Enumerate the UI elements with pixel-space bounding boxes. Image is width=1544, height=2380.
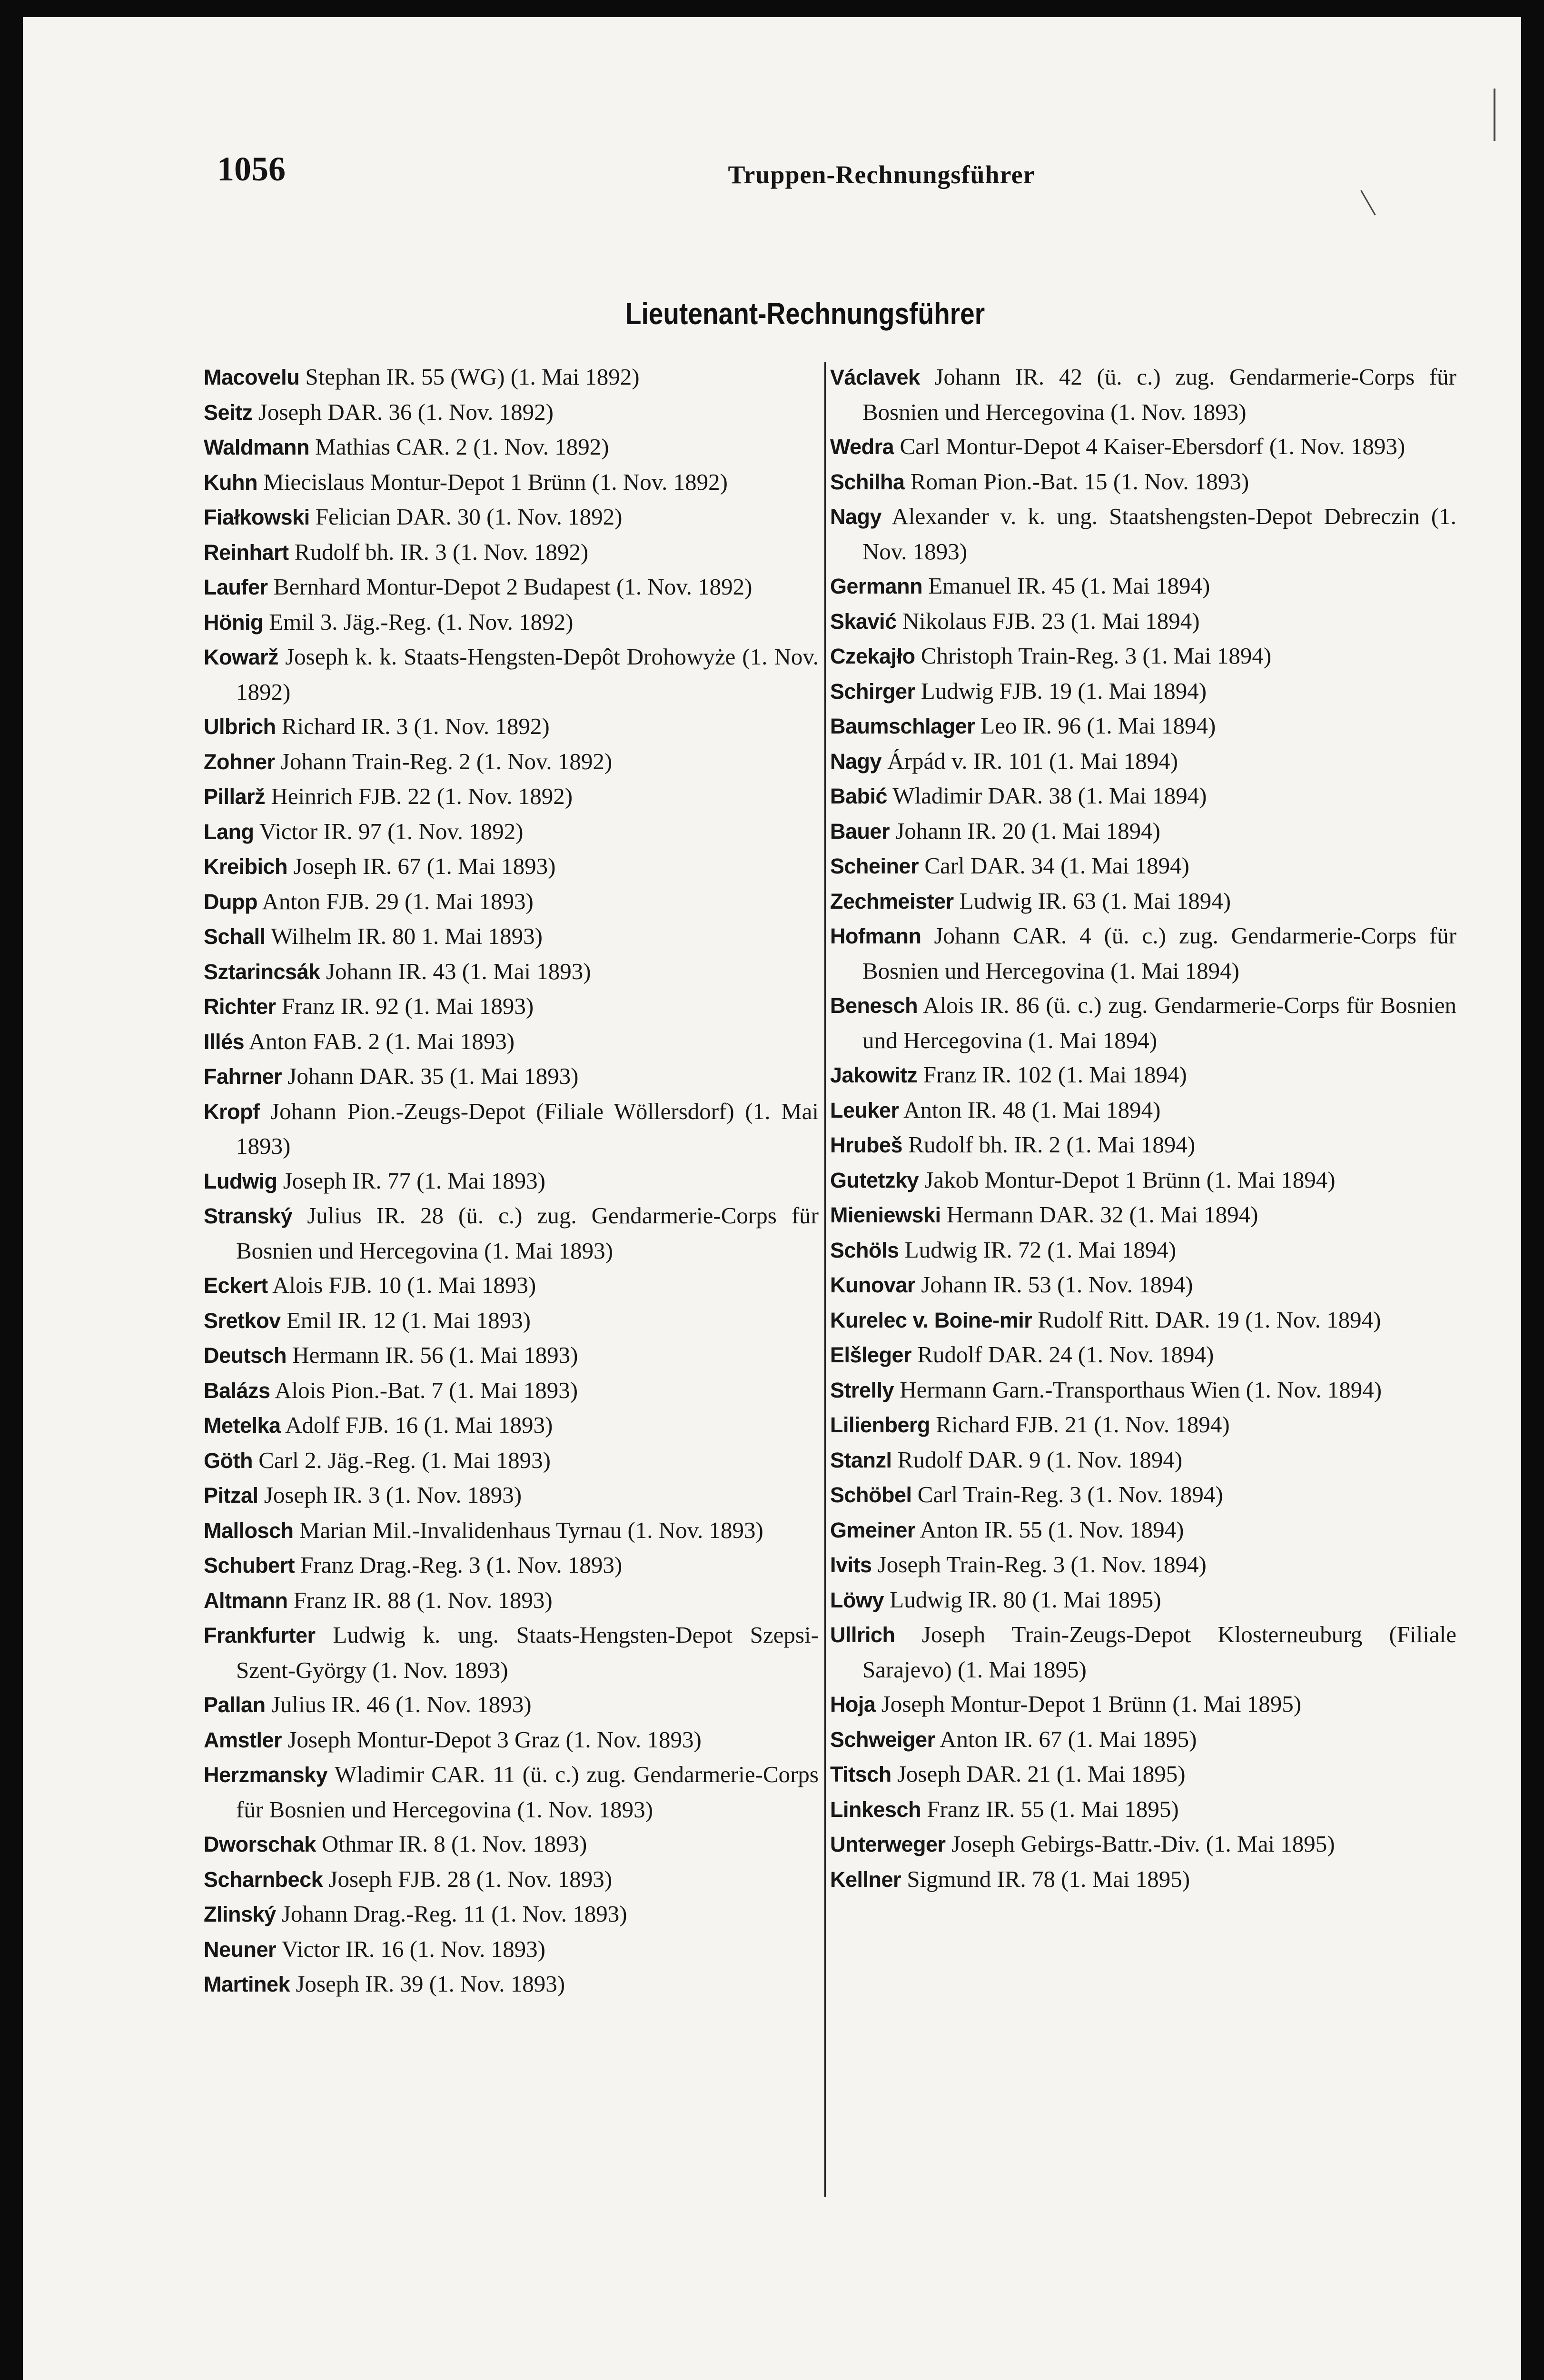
list-item: [204, 1199, 819, 1268]
entry-surname: Fiałkowski: [204, 505, 310, 529]
entry-surname: Deutsch: [204, 1343, 287, 1368]
entry-surname: Unterweger: [830, 1832, 946, 1856]
entry-details: Rudolf bh. IR. 2 (1. Mai 1894): [908, 1131, 1196, 1158]
entry-surname: Czekajło: [830, 644, 915, 668]
entry-surname: Dupp: [204, 889, 257, 914]
entry-details: Anton IR. 48 (1. Mai 1894): [903, 1096, 1161, 1123]
list-item: [830, 744, 1456, 779]
entry-details: Carl Train-Reg. 3 (1. Nov. 1894): [917, 1481, 1223, 1507]
entry-details: Alois FJB. 10 (1. Mai 1893): [272, 1272, 536, 1298]
list-item: [830, 465, 1456, 500]
entry-surname: Ivits: [830, 1553, 872, 1577]
entry-surname: Schöls: [830, 1238, 899, 1262]
entry-surname: Scharnbeck: [204, 1867, 323, 1892]
list-item: [830, 1268, 1456, 1303]
entry-surname: Sretkov: [204, 1308, 281, 1333]
list-item: [830, 1408, 1456, 1443]
list-item: [830, 604, 1456, 639]
entry-surname: Babić: [830, 784, 888, 808]
entry-details: Carl Montur-Depot 4 Kaiser-Ebersdorf (1. Nov. 1893): [900, 433, 1405, 459]
entry-details: Adolf FJB. 16 (1. Mai 1893): [285, 1412, 553, 1438]
entry-surname: Hofmann: [830, 924, 921, 948]
list-item: [830, 709, 1456, 744]
list-item: [830, 1687, 1456, 1722]
entry-surname: Illés: [204, 1029, 245, 1054]
list-item: [204, 1583, 819, 1618]
list-item: [204, 1268, 819, 1303]
entry-surname: Stranský: [204, 1204, 293, 1228]
list-item: [204, 1757, 819, 1827]
entry-details: Rudolf bh. IR. 3 (1. Nov. 1892): [294, 538, 589, 565]
entry-details: Joseph Train-Zeugs-Depot Klosterneuburg (Filiale Sarajevo) (1. Mai 1895): [862, 1621, 1456, 1683]
entry-details: Joseph IR. 3 (1. Nov. 1893): [264, 1482, 522, 1508]
entry-surname: Lilienberg: [830, 1413, 930, 1437]
entry-details: Johann Pion.-Zeugs-Depot (Filiale Wöllersdorf) (1. Mai 1893): [236, 1098, 819, 1159]
entry-surname: Bauer: [830, 819, 890, 843]
entry-details: Joseph IR. 67 (1. Mai 1893): [293, 853, 556, 879]
entry-surname: Zohner: [204, 749, 275, 774]
list-item: [830, 1547, 1456, 1583]
entry-surname: Balázs: [204, 1378, 270, 1403]
entry-details: Anton IR. 67 (1. Mai 1895): [940, 1726, 1197, 1752]
entry-surname: Laufer: [204, 575, 268, 599]
list-item: [204, 1967, 819, 2002]
entry-details: Joseph k. k. Staats-Hengsten-Depôt Drohowyże (1. Nov. 1892): [236, 644, 819, 705]
entry-surname: Kuhn: [204, 470, 257, 495]
entry-details: Hermann IR. 56 (1. Mai 1893): [292, 1342, 578, 1368]
list-item: [204, 1164, 819, 1199]
entry-surname: Schweiger: [830, 1727, 935, 1752]
entry-surname: Kunovar: [830, 1273, 916, 1297]
list-item: [830, 1443, 1456, 1478]
list-item: [204, 849, 819, 884]
list-item: [830, 1513, 1456, 1548]
entry-surname: Mallosch: [204, 1518, 294, 1543]
entry-surname: Hoja: [830, 1692, 876, 1716]
list-item: [204, 605, 819, 640]
entry-surname: Martinek: [204, 1972, 290, 1996]
entry-surname: Fahrner: [204, 1064, 282, 1089]
entry-details: Franz Drag.-Reg. 3 (1. Nov. 1893): [300, 1552, 623, 1578]
entry-surname: Schöbel: [830, 1483, 912, 1507]
list-item: [830, 814, 1456, 849]
entry-surname: Neuner: [204, 1937, 277, 1962]
list-item: [830, 569, 1456, 604]
entry-details: Heinrich FJB. 22 (1. Nov. 1892): [271, 783, 573, 809]
list-item: [830, 1163, 1456, 1198]
list-item: [830, 1338, 1456, 1373]
entry-details: Joseph FJB. 28 (1. Nov. 1893): [328, 1865, 613, 1892]
entry-details: Johann IR. 43 (1. Mai 1893): [326, 958, 591, 984]
entry-details: Marian Mil.-Invalidenhaus Tyrnau (1. Nov. 1893): [299, 1517, 763, 1543]
entry-details: Johann Drag.-Reg. 11 (1. Nov. 1893): [281, 1901, 627, 1927]
list-item: [830, 884, 1456, 919]
list-item: [830, 1373, 1456, 1408]
entry-details: Joseph DAR. 36 (1. Nov. 1892): [258, 398, 554, 425]
list-item: [204, 1932, 819, 1967]
list-item: [204, 1338, 819, 1373]
entry-surname: Linkesch: [830, 1797, 921, 1822]
list-item: [830, 1128, 1456, 1163]
entry-details: Alexander v. k. ung. Staatshengsten-Depot Debreczin (1. Nov. 1893): [862, 503, 1456, 565]
entry-surname: Baumschlager: [830, 714, 975, 738]
entry-details: Emil IR. 12 (1. Mai 1893): [286, 1307, 531, 1333]
entry-details: Anton FJB. 29 (1. Mai 1893): [262, 888, 534, 914]
entry-details: Christoph Train-Reg. 3 (1. Mai 1894): [920, 643, 1272, 669]
entry-surname: Pallan: [204, 1693, 266, 1717]
entry-details: Ludwig IR. 63 (1. Mai 1894): [959, 887, 1231, 914]
list-item: [204, 1478, 819, 1513]
entry-surname: Leuker: [830, 1098, 899, 1122]
list-item: [830, 674, 1456, 709]
list-item: [204, 430, 819, 465]
entry-details: Johann IR. 20 (1. Mai 1894): [895, 817, 1160, 844]
list-item: [204, 1303, 819, 1339]
entry-surname: Schall: [204, 924, 266, 949]
right-column: [830, 360, 1456, 1897]
entry-details: Julius IR. 46 (1. Nov. 1893): [271, 1691, 532, 1717]
list-item: [204, 1094, 819, 1164]
list-item: [830, 1722, 1456, 1757]
entry-details: Johann IR. 53 (1. Nov. 1894): [921, 1271, 1193, 1298]
list-item: [830, 1583, 1456, 1618]
list-item: [830, 1093, 1456, 1128]
list-item: [830, 1792, 1456, 1827]
entry-details: Emanuel IR. 45 (1. Mai 1894): [928, 573, 1210, 599]
list-item: [204, 1723, 819, 1758]
page-number: 1056: [217, 150, 286, 188]
list-item: [830, 639, 1456, 674]
entry-details: Joseph Montur-Depot 1 Brünn (1. Mai 1895): [881, 1691, 1302, 1717]
entry-details: Rudolf DAR. 24 (1. Nov. 1894): [917, 1341, 1214, 1368]
entry-details: Felician DAR. 30 (1. Nov. 1892): [315, 504, 623, 530]
list-item: [830, 919, 1456, 988]
list-item: [204, 1408, 819, 1443]
entry-surname: Göth: [204, 1448, 253, 1473]
list-item: [204, 919, 819, 954]
running-head: Truppen-Rechnungsführer: [728, 160, 1035, 189]
entry-surname: Altmann: [204, 1588, 288, 1613]
entry-surname: Ludwig: [204, 1169, 277, 1193]
list-item: [204, 1687, 819, 1723]
entry-surname: Nagy: [830, 749, 882, 774]
list-item: [204, 360, 819, 395]
entry-surname: Pitzal: [204, 1483, 258, 1507]
entry-surname: Hönig: [204, 610, 263, 635]
list-item: [830, 1617, 1456, 1687]
list-item: [204, 1827, 819, 1862]
section-title: Lieutenant-Rechnungsführer: [625, 297, 985, 331]
entry-surname: Kreibich: [204, 854, 288, 879]
entry-surname: Scheiner: [830, 854, 919, 878]
entry-surname: Skavić: [830, 609, 897, 634]
entry-details: Johann Train-Reg. 2 (1. Nov. 1892): [280, 748, 613, 774]
entry-surname: Benesch: [830, 993, 918, 1018]
entry-details: Sigmund IR. 78 (1. Mai 1895): [907, 1865, 1190, 1892]
list-item: [830, 1862, 1456, 1897]
entry-details: Franz IR. 88 (1. Nov. 1893): [293, 1587, 553, 1613]
left-column: [204, 360, 819, 2002]
list-item: [204, 779, 819, 814]
entry-details: Victor IR. 97 (1. Nov. 1892): [259, 818, 524, 844]
entry-surname: Zlinský: [204, 1902, 276, 1926]
entry-details: Wilhelm IR. 80 1. Mai 1893): [270, 923, 543, 949]
entry-surname: Titsch: [830, 1762, 891, 1786]
list-item: [204, 1373, 819, 1408]
list-item: [830, 499, 1456, 569]
list-item: [830, 988, 1456, 1058]
entry-details: Franz IR. 55 (1. Mai 1895): [927, 1795, 1179, 1822]
entry-surname: Strelly: [830, 1378, 894, 1402]
entry-details: Joseph Montur-Depot 3 Graz (1. Nov. 1893): [287, 1726, 702, 1753]
entry-details: Roman Pion.-Bat. 15 (1. Nov. 1893): [910, 468, 1249, 495]
list-item: [204, 535, 819, 570]
entry-surname: Pillarž: [204, 784, 266, 809]
entry-details: Carl DAR. 34 (1. Mai 1894): [924, 853, 1189, 879]
entry-surname: Reinhart: [204, 540, 289, 565]
entry-details: Stephan IR. 55 (WG) (1. Mai 1892): [305, 364, 640, 390]
list-item: [830, 779, 1456, 814]
entry-details: Richard FJB. 21 (1. Nov. 1894): [936, 1411, 1230, 1438]
list-item: [204, 1862, 819, 1897]
entry-details: Emil 3. Jäg.-Reg. (1. Nov. 1892): [269, 608, 574, 635]
list-item: [830, 849, 1456, 884]
entry-surname: Frankfurter: [204, 1623, 316, 1647]
entry-surname: Mieniewski: [830, 1203, 941, 1227]
list-item: [830, 1198, 1456, 1233]
entry-surname: Gmeiner: [830, 1517, 916, 1542]
scan-mark: [1494, 89, 1495, 141]
entry-surname: Germann: [830, 574, 923, 598]
entry-surname: Kowarž: [204, 645, 279, 669]
entry-surname: Waldmann: [204, 435, 309, 459]
entry-surname: Amstler: [204, 1727, 282, 1752]
entry-details: Rudolf DAR. 9 (1. Nov. 1894): [897, 1446, 1183, 1473]
entry-details: Julius IR. 28 (ü. c.) zug. Gendarmerie-Corps für Bosnien und Hercegovina (1. Mai 1893): [236, 1202, 819, 1264]
entry-surname: Richter: [204, 994, 276, 1019]
entry-details: Leo IR. 96 (1. Mai 1894): [980, 713, 1216, 739]
entry-details: Joseph Train-Reg. 3 (1. Nov. 1894): [877, 1551, 1207, 1577]
entry-details: Ludwig IR. 80 (1. Mai 1895): [890, 1586, 1161, 1613]
column-divider: [824, 362, 826, 2197]
list-item: [830, 1303, 1456, 1338]
entry-surname: Macovelu: [204, 365, 300, 389]
list-item: [204, 570, 819, 605]
list-item: [204, 989, 819, 1024]
entry-surname: Hrubeš: [830, 1133, 903, 1157]
entry-details: Johann IR. 42 (ü. c.) zug. Gendarmerie-Corps für Bosnien und Hercegovina (1. Nov. 1893): [862, 364, 1456, 425]
entry-details: Carl 2. Jäg.-Reg. (1. Mai 1893): [258, 1447, 551, 1473]
entry-surname: Sztarincsák: [204, 959, 320, 984]
entry-details: Joseph DAR. 21 (1. Mai 1895): [897, 1761, 1186, 1787]
entry-surname: Eckert: [204, 1273, 268, 1298]
entry-surname: Schirger: [830, 679, 915, 704]
list-item: [204, 1897, 819, 1932]
entry-details: Bernhard Montur-Depot 2 Budapest (1. Nov. 1892): [273, 574, 752, 600]
list-item: [204, 884, 819, 920]
list-item: [204, 954, 819, 990]
list-item: [204, 1024, 819, 1060]
entry-details: Othmar IR. 8 (1. Nov. 1893): [321, 1831, 587, 1857]
entry-surname: Václavek: [830, 365, 920, 389]
list-item: [204, 1059, 819, 1094]
entry-surname: Schilha: [830, 469, 905, 494]
entry-surname: Lang: [204, 819, 254, 844]
list-item: [204, 1443, 819, 1478]
entry-surname: Wedra: [830, 435, 894, 459]
entry-surname: Löwy: [830, 1587, 884, 1612]
list-item: [830, 360, 1456, 429]
scanned-page: [23, 17, 1521, 2380]
list-item: [830, 429, 1456, 465]
entry-details: Franz IR. 102 (1. Mai 1894): [923, 1061, 1187, 1088]
entry-surname: Stanzl: [830, 1448, 892, 1472]
entry-details: Árpád v. IR. 101 (1. Mai 1894): [887, 747, 1178, 774]
entry-surname: Nagy: [830, 505, 882, 529]
entry-details: Alois IR. 86 (ü. c.) zug. Gendarmerie-Corps für Bosnien und Hercegovina (1. Mai 1894): [862, 992, 1457, 1053]
entry-details: Wladimir DAR. 38 (1. Mai 1894): [892, 783, 1207, 809]
entry-details: Johann CAR. 4 (ü. c.) zug. Gendarmerie-Corps für Bosnien und Hercegovina (1. Mai 1894): [862, 922, 1457, 984]
entry-details: Jakob Montur-Depot 1 Brünn (1. Mai 1894): [924, 1166, 1336, 1193]
entry-surname: Kropf: [204, 1099, 260, 1124]
entry-surname: Herzmansky: [204, 1763, 328, 1787]
entry-details: Mathias CAR. 2 (1. Nov. 1892): [315, 434, 609, 460]
entry-details: Ludwig FJB. 19 (1. Mai 1894): [920, 677, 1207, 704]
entry-details: Richard IR. 3 (1. Nov. 1892): [281, 713, 550, 739]
list-item: [204, 465, 819, 500]
list-item: [830, 1233, 1456, 1268]
entry-surname: Schubert: [204, 1553, 295, 1577]
list-item: [204, 1548, 819, 1583]
list-item: [204, 1618, 819, 1687]
entry-details: Ludwig k. ung. Staats-Hengsten-Depot Szepsi-Szent-György (1. Nov. 1893): [236, 1622, 819, 1683]
entry-details: Nikolaus FJB. 23 (1. Mai 1894): [902, 607, 1200, 634]
entry-details: Ludwig IR. 72 (1. Mai 1894): [904, 1236, 1177, 1263]
entry-details: Anton FAB. 2 (1. Mai 1893): [248, 1028, 515, 1054]
entry-surname: Kurelec v. Boine-mir: [830, 1308, 1032, 1332]
entry-surname: Seitz: [204, 400, 253, 425]
entry-details: Hermann DAR. 32 (1. Mai 1894): [946, 1201, 1258, 1228]
list-item: [830, 1478, 1456, 1513]
list-item: [204, 1513, 819, 1548]
list-item: [204, 640, 819, 709]
list-item: [204, 500, 819, 535]
entry-surname: Ulbrich: [204, 714, 276, 739]
entry-details: Anton IR. 55 (1. Nov. 1894): [920, 1516, 1184, 1543]
entry-surname: Gutetzky: [830, 1168, 919, 1192]
entry-details: Victor IR. 16 (1. Nov. 1893): [281, 1935, 545, 1962]
entry-surname: Elšleger: [830, 1343, 912, 1367]
entry-details: Wladimir CAR. 11 (ü. c.) zug. Gendarmerie-Corps für Bosnien und Hercegovina (1. Nov. 1893): [236, 1761, 819, 1823]
entry-details: Franz IR. 92 (1. Mai 1893): [281, 993, 534, 1019]
entry-surname: Zechmeister: [830, 889, 954, 913]
scan-mark: [1360, 190, 1376, 215]
list-item: [830, 1827, 1456, 1862]
entry-details: Joseph IR. 39 (1. Nov. 1893): [296, 1971, 565, 1997]
entry-details: Miecislaus Montur-Depot 1 Brünn (1. Nov. 1892): [263, 468, 728, 495]
entry-details: Johann DAR. 35 (1. Mai 1893): [287, 1063, 579, 1089]
list-item: [204, 709, 819, 744]
entry-surname: Metelka: [204, 1413, 281, 1438]
list-item: [830, 1757, 1456, 1792]
entry-surname: Kellner: [830, 1867, 901, 1892]
entry-details: Joseph Gebirgs-Battr.-Div. (1. Mai 1895): [951, 1831, 1335, 1857]
entry-surname: Ullrich: [830, 1623, 895, 1647]
entry-surname: Dworschak: [204, 1832, 316, 1856]
entry-details: Hermann Garn.-Transporthaus Wien (1. Nov. 1894): [900, 1376, 1382, 1403]
list-item: [204, 395, 819, 430]
entry-details: Joseph IR. 77 (1. Mai 1893): [283, 1167, 545, 1194]
entry-details: Rudolf Ritt. DAR. 19 (1. Nov. 1894): [1038, 1306, 1381, 1333]
entry-surname: Jakowitz: [830, 1063, 918, 1087]
entry-details: Alois Pion.-Bat. 7 (1. Mai 1893): [275, 1377, 578, 1403]
list-item: [204, 744, 819, 780]
list-item: [204, 814, 819, 850]
list-item: [830, 1058, 1456, 1093]
